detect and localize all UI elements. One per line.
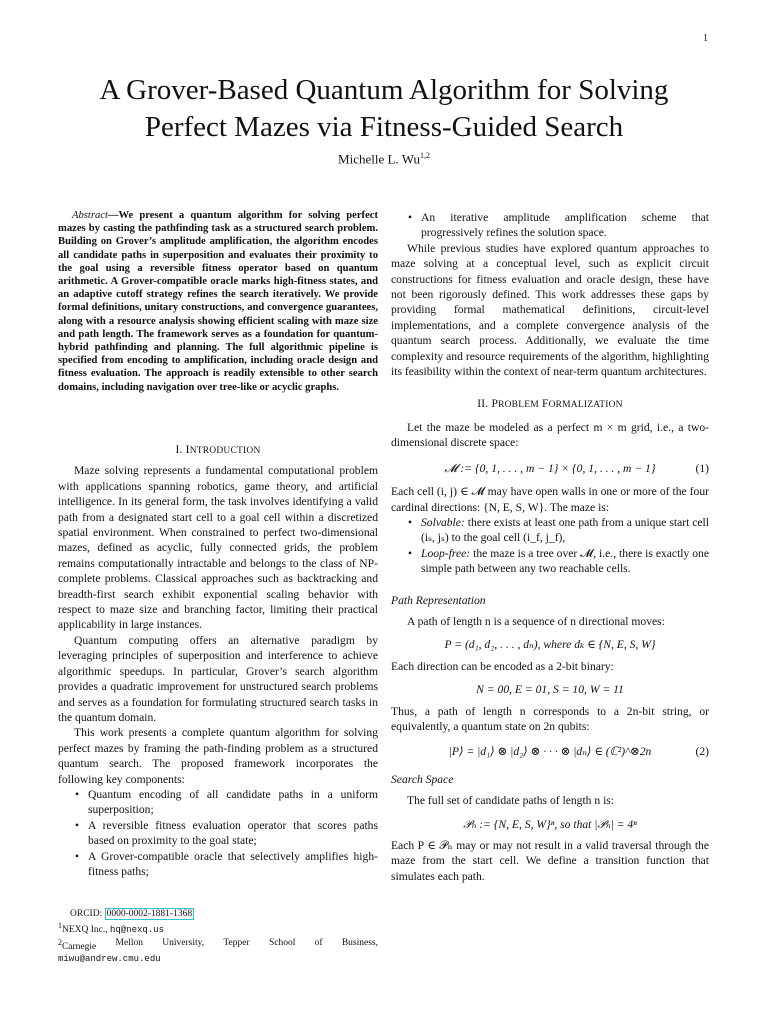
- intro-paragraph-4: While previous studies have explored quantum approaches to maze solving at a conceptual level, such as explicit circuit constructions for fitness evaluation and oracle design, these have not been rigorously defined. This work addresses these gaps by providing formal mathematical definitions, circuit-level implementations, and a complete convergence analysis of the quantum search process. Additionally, we evaluate the time complexity and resource requirements of the algorithm, highlighting its feasibility within the context of near-term quantum architectures.: [391, 241, 709, 379]
- search-space-paragraph-1: The full set of candidate paths of length n is:: [407, 794, 615, 808]
- section-heading-introduction: I. INTRODUCTION: [175, 444, 261, 456]
- list-item: • A Grover-compatible oracle that selectively amplifies high-fitness paths;: [88, 849, 378, 880]
- formalization-paragraph-1: Let the maze be modeled as a perfect m × m grid, i.e., a two-dimensional discrete space:: [391, 420, 709, 450]
- equation-encoding: N = 00, E = 01, S = 10, W = 11: [476, 683, 624, 697]
- equation-2: |P⟩ = |d₁⟩ ⊗ |d₂⟩ ⊗ · · · ⊗ |dₙ⟩ ∈ (ℂ²)^⊗2n (2): [448, 745, 709, 759]
- intro-paragraph-2: Quantum computing offers an alternative paradigm by leveraging principles of superposition and interference to achieve algorithmic speedups. In particular, Grover’s search algorithm provides a quadratic improvement for unstructured search problems and serves as a foundation for formulating structured search tasks in the quantum domain.: [58, 633, 378, 724]
- list-item: • A reversible fitness evaluation operator that scores paths based on proximity to the goal state;: [88, 818, 378, 849]
- subsection-heading-search-space: Search Space: [391, 772, 454, 786]
- page-number: 1: [703, 33, 708, 44]
- list-item: • Loop-free: the maze is a tree over 𝓜, i.e., there is exactly one simple path between any two reachable cells.: [421, 546, 709, 577]
- list-item: • Solvable: there exists at least one path from a unique start cell (iₛ, jₛ) to the goal cell (i_f, j_f),: [421, 515, 709, 546]
- footnote-2-email: [58, 953, 378, 965]
- footnote-1: $^1$NEXQ Inc., hq@nexq.us: [58, 921, 164, 936]
- path-paragraph-2: Each direction can be encoded as a 2-bit binary:: [391, 659, 614, 673]
- abstract-text: We present a quantum algorithm for solving perfect mazes by casting the pathfinding task as a structured search problem. Building on Grover’s amplitude amplification, the algorithm encodes all candidate paths in superposition and evaluates their proximity to the goal using a reversible fitness operator based on quantum arithmetic. A Grover-compatible oracle marks high-fitness states, and an adaptive cutoff strategy refines the search iteratively. We provide formal definitions, unitary constructions, and convergence guarantees, along with a resource analysis showing efficient scaling with maze size and path length. The framework serves as a foundation for quantum-hybrid pathfinding and planning. The full algorithmic pipeline is specified from encoding to amplification, including oracle design and fitness evaluation. The approach is readily extensible to other search domains, including navigation over tree-like or acyclic graphs.: [58, 210, 378, 393]
- orcid-line: ORCID: 0000-0002-1881-1368: [70, 909, 193, 919]
- maze-properties-list: [391, 515, 709, 577]
- orcid-link[interactable]: 0000-0002-1881-1368: [106, 909, 193, 919]
- footnotes: [58, 908, 378, 965]
- list-item: • Quantum encoding of all candidate paths in a uniform superposition;: [88, 787, 378, 818]
- footnote-2: $^2$Carnegie Mellon University, Tepper School of Business,: [58, 937, 378, 952]
- title-line-2: Perfect Mazes via Fitness-Guided Search: [144, 111, 624, 143]
- equation-path: P = (d₁, d₂, . . . , dₙ), where dₖ ∈ {N, E, S, W}: [444, 638, 656, 652]
- formalization-paragraph-2: Each cell (i, j) ∈ 𝓜 may have open walls in one or more of the four cardinal directions: {N, E, S, W}. The maze is:: [391, 485, 709, 514]
- paper-title: [40, 72, 728, 146]
- section-heading-problem-formalization: II. PROBLEM FORMALIZATION: [477, 398, 623, 411]
- intro-component-list-continued: [391, 210, 709, 241]
- author-line: [0, 151, 768, 167]
- search-space-paragraph-2: Each P ∈ 𝒫ₙ may or may not result in a valid traversal through the maze from the start cell. We define a transition function that simulates each path.: [391, 839, 709, 883]
- author-affiliation-marks: 1,2: [419, 151, 430, 160]
- author-name: Michelle L. Wu: [338, 151, 420, 167]
- abstract-label: Abstract: [72, 210, 108, 221]
- intro-paragraph-1: Maze solving represents a fundamental computational problem with applications spanning robotics, game theory, and artificial intelligence. In its general form, the task involves identifying a valid path from a designated start cell to a goal cell within a discretized spatial environment. When constrained to perfect two-dimensional mazes, defined as acyclic, fully connected grids, the problem remains computationally intractable and belongs to the class of NP-complete problems. Classical approaches such as backtracking and breadth-first search exhibit exponential scaling behavior with respect to maze size and branching factor, limiting their practical applicability in large instances.: [58, 464, 378, 632]
- path-paragraph-1: A path of length n is a sequence of n directional moves:: [407, 614, 665, 628]
- intro-paragraph-3: This work presents a complete quantum algorithm for solving perfect mazes by framing the path-finding problem as a structured quantum search. The proposed framework incorporates the following key components:: [58, 726, 378, 786]
- abstract-dash: —: [107, 210, 119, 221]
- abstract: [58, 209, 378, 394]
- subsection-heading-path-representation: Path Representation: [391, 593, 486, 607]
- path-paragraph-3: Thus, a path of length n corresponds to a 2n-bit string, or equivalently, a quantum state on 2n qubits:: [391, 704, 709, 733]
- email-link[interactable]: hq@nexq.us: [109, 925, 164, 936]
- email-link[interactable]: miwu@andrew.cmu.edu: [58, 953, 161, 964]
- equation-1: 𝓜 := {0, 1, . . . , m − 1} × {0, 1, . . . , m − 1} (1): [444, 461, 709, 475]
- intro-component-list: [58, 787, 378, 879]
- equation-number: (1): [695, 461, 709, 475]
- equation-number: (2): [695, 745, 709, 759]
- equation-search-space: 𝒫ₙ := {N, E, S, W}ⁿ, so that |𝒫ₙ| = 4ⁿ: [463, 817, 637, 831]
- list-item: • An iterative amplitude amplification scheme that progressively refines the solution space.: [421, 210, 709, 241]
- introduction-section: [58, 443, 378, 879]
- right-column: [391, 210, 709, 884]
- title-line-1: A Grover-Based Quantum Algorithm for Solving: [99, 74, 669, 106]
